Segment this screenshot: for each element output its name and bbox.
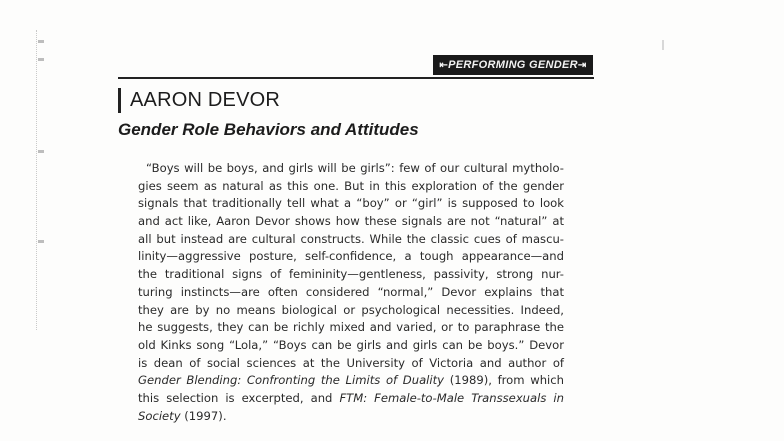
- intro-line: [138, 390, 564, 408]
- scan-mark: [38, 58, 44, 61]
- intro-line: [138, 248, 564, 266]
- intro-text: turing instincts—are often considered “normal,” Devor explains that: [138, 284, 564, 299]
- intro-line: [138, 231, 564, 249]
- intro-text: signals that traditionally tell what a “boy” or “girl” is supposed to look: [138, 196, 564, 211]
- section-tag-label: PERFORMING GENDER: [448, 59, 578, 71]
- intro-text: he suggests, they can be richly mixed and varied, or to paraphrase the: [138, 320, 564, 335]
- intro-text: linity—aggressive posture, self-confidence, a tough appearance—and: [138, 249, 564, 264]
- intro-text: “Boys will be boys, and girls will be girls”: few of our cultural mytholo-: [146, 161, 564, 175]
- intro-text: old Kinks song “Lola,” “Boys can be girls and girls can be boys.” Devor: [138, 337, 564, 352]
- intro-text: the traditional signs of femininity—gentleness, passivity, strong nur-: [138, 267, 564, 282]
- scan-mark: [662, 40, 664, 50]
- intro-line: [138, 195, 564, 213]
- intro-text: (1997).: [180, 408, 227, 423]
- scan-mark: [38, 240, 44, 243]
- book-title: Society: [138, 408, 181, 423]
- intro-line: [138, 355, 564, 373]
- intro-text: gies seem as natural as this one. But in this exploration of the gender: [138, 178, 564, 193]
- intro-text: this selection is excerpted, and: [138, 390, 340, 405]
- intro-text: (1989), from which: [444, 373, 564, 388]
- intro-line: [138, 408, 564, 426]
- intro-line: [138, 160, 564, 178]
- header-rule: [118, 77, 594, 79]
- intro-line: [138, 266, 564, 284]
- author-bar: [118, 88, 121, 113]
- book-title: FTM: Female-to-Male Transsexuals in: [339, 390, 564, 405]
- chapter-title: Gender Role Behaviors and Attitudes: [118, 120, 419, 139]
- intro-line: [138, 319, 564, 337]
- scan-mark: [38, 150, 44, 153]
- intro-text: they are by no means biological or psychological necessities. Indeed,: [138, 302, 564, 317]
- intro-line: [138, 302, 564, 320]
- scan-edge-artifact: [36, 30, 43, 330]
- section-tag: [433, 55, 593, 75]
- author-name: AARON DEVOR: [130, 89, 281, 111]
- left-arrow-icon: ⇤: [439, 60, 449, 71]
- intro-line: [138, 372, 564, 390]
- intro-line: [138, 284, 564, 302]
- intro-line: [138, 213, 564, 231]
- intro-text: all but instead are cultural constructs. While the classic cues of mascu-: [138, 231, 564, 246]
- intro-text: is dean of social sciences at the University of Victoria and author of: [138, 355, 564, 370]
- intro-line: [138, 178, 564, 196]
- right-arrow-icon: ⇥: [577, 60, 587, 71]
- intro-paragraph: [138, 160, 564, 425]
- scan-mark: [38, 40, 44, 43]
- intro-line: [138, 337, 564, 355]
- intro-text: and act like, Aaron Devor shows how these signals are not “natural” at: [138, 214, 564, 229]
- book-title: Gender Blending: Confronting the Limits of Duality: [138, 373, 445, 388]
